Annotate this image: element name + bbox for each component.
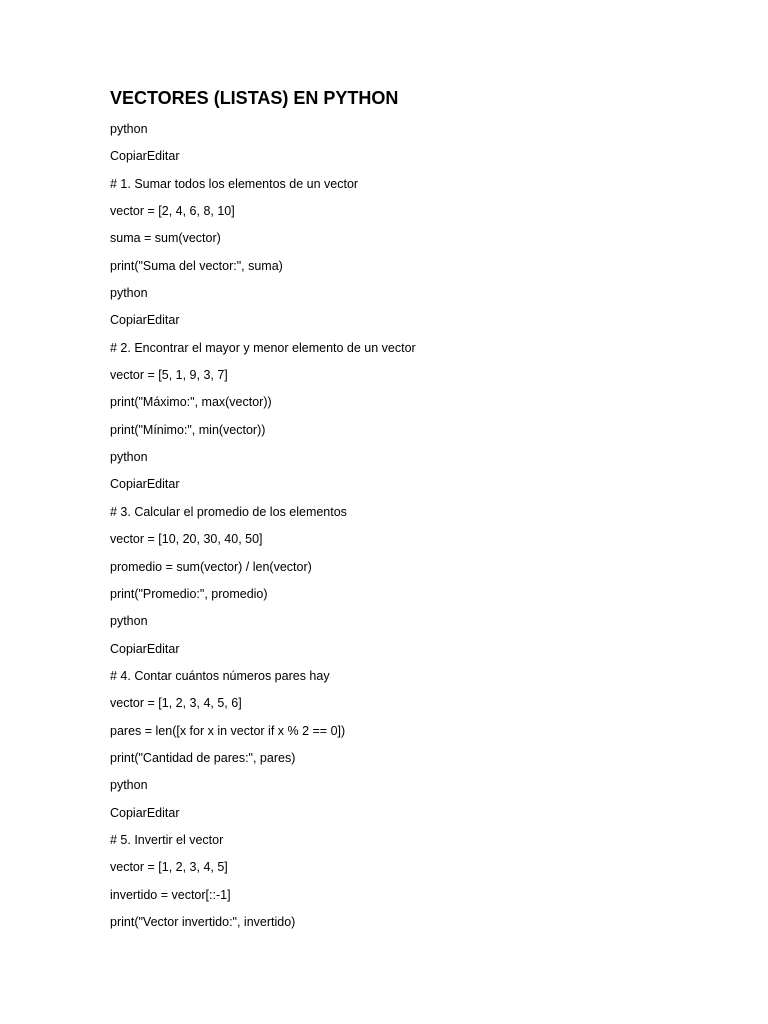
code-comment: # 1. Sumar todos los elementos de un vector: [110, 176, 359, 191]
code-line: suma = sum(vector): [110, 231, 221, 246]
code-line: vector = [1, 2, 3, 4, 5, 6]: [110, 696, 242, 711]
copy-edit-label: CopiarEditar: [110, 149, 180, 164]
code-line: print("Vector invertido:", invertido): [110, 914, 296, 929]
code-line: vector = [10, 20, 30, 40, 50]: [110, 532, 263, 547]
document-title: VECTORES (LISTAS) EN PYTHON: [110, 88, 399, 108]
code-line: print("Máximo:", max(vector)): [110, 395, 272, 410]
code-language-label: python: [110, 450, 148, 465]
code-line: print("Mínimo:", min(vector)): [110, 422, 266, 437]
copy-edit-label: CopiarEditar: [110, 805, 180, 820]
code-language-label: python: [110, 122, 148, 136]
code-comment: # 2. Encontrar el mayor y menor elemento de un vector: [110, 340, 416, 355]
copy-edit-label: CopiarEditar: [110, 641, 180, 656]
copy-edit-label: CopiarEditar: [110, 313, 180, 328]
code-comment: # 3. Calcular el promedio de los elementos: [110, 504, 347, 519]
code-language-label: python: [110, 778, 148, 793]
code-language-label: python: [110, 614, 148, 629]
code-line: print("Promedio:", promedio): [110, 586, 268, 601]
code-comment: # 4. Contar cuántos números pares hay: [110, 668, 330, 683]
code-comment: # 5. Invertir el vector: [110, 832, 224, 847]
code-language-label: python: [110, 286, 148, 301]
code-line: promedio = sum(vector) / len(vector): [110, 559, 312, 574]
document-page: [110, 86, 710, 936]
code-line: print("Cantidad de pares:", pares): [110, 750, 296, 765]
code-line: print("Suma del vector:", suma): [110, 258, 283, 273]
code-line: vector = [5, 1, 9, 3, 7]: [110, 368, 228, 383]
code-line: pares = len([x for x in vector if x % 2 == 0]): [110, 723, 346, 738]
code-line: invertido = vector[::-1]: [110, 887, 231, 902]
copy-edit-label: CopiarEditar: [110, 477, 180, 492]
code-line: vector = [1, 2, 3, 4, 5]: [110, 860, 228, 875]
code-line: vector = [2, 4, 6, 8, 10]: [110, 204, 235, 219]
document-lines: [110, 116, 710, 936]
